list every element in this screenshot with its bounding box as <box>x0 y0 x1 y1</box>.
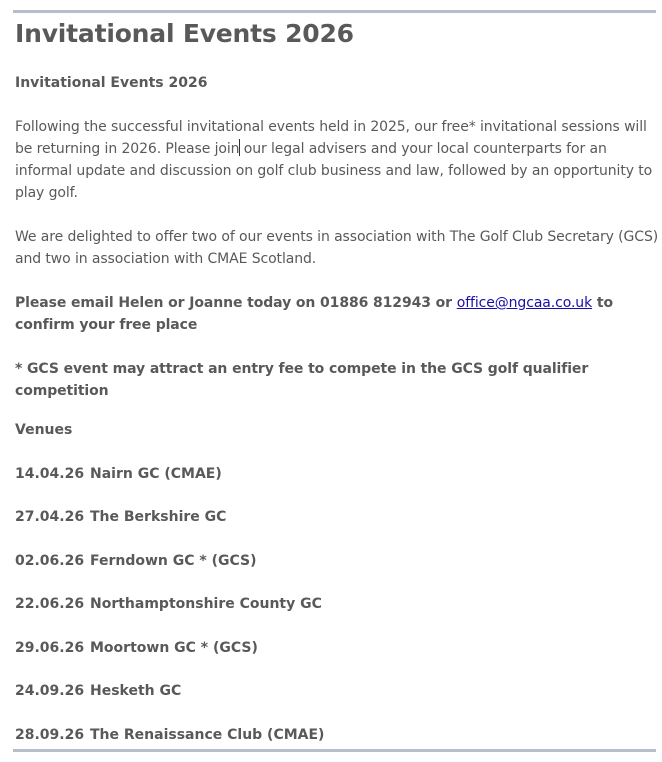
venue-list <box>15 463 660 746</box>
partners-paragraph[interactable]: We are delighted to offer two of our events in association with The Golf Club Secretary (GCS) and two in association with CMAE Scotland. <box>15 229 659 267</box>
page-title: Invitational Events 2026 <box>15 19 354 48</box>
venue-name: Moortown GC * (GCS) <box>90 639 258 656</box>
venue-date: 28.09.26 <box>15 726 85 743</box>
venue-item[interactable] <box>15 463 660 485</box>
venue-name: The Renaissance Club (CMAE) <box>90 726 325 743</box>
venue-name: Ferndown GC * (GCS) <box>90 552 257 569</box>
bottom-divider <box>13 749 656 752</box>
venue-item[interactable] <box>15 593 660 615</box>
document-body <box>15 16 660 746</box>
venue-item[interactable] <box>15 680 660 702</box>
contact-paragraph[interactable] <box>15 292 660 336</box>
venue-item[interactable] <box>15 550 660 572</box>
intro-text-start: Following the successful invitational events held in 2025, our free* invitational sessions will be returning in 2026. Please join <box>15 119 647 157</box>
venue-item[interactable] <box>15 637 660 659</box>
section-subtitle: Invitational Events 2026 <box>15 75 208 91</box>
venue-name: Nairn GC (CMAE) <box>90 465 222 482</box>
venues-heading: Venues <box>15 422 73 438</box>
footnote[interactable]: * GCS event may attract an entry fee to compete in the GCS golf qualifier competition <box>15 361 589 399</box>
contact-suffix: to confirm your free place <box>15 295 613 333</box>
venue-name: Hesketh GC <box>90 683 182 699</box>
venue-date: 14.04.26 <box>15 465 85 482</box>
venue-name: The Berkshire GC <box>90 509 227 525</box>
contact-prefix: Please email Helen or Joanne today on 01886 812943 or <box>15 295 457 311</box>
venue-date: 22.06.26 <box>15 596 85 612</box>
venue-date: 24.09.26 <box>15 683 85 699</box>
venue-date: 29.06.26 <box>15 639 85 656</box>
top-divider <box>13 10 656 13</box>
venue-date: 27.04.26 <box>15 509 85 525</box>
intro-text-end: our legal advisers and your local counterparts for an informal update and discussion on golf club business and law, followed by an opportunity to play golf. <box>15 141 653 201</box>
venue-item[interactable] <box>15 724 660 746</box>
venue-name: Northamptonshire County GC <box>90 596 322 612</box>
venue-item[interactable] <box>15 506 660 528</box>
email-link[interactable]: office@ngcaa.co.uk <box>456 295 593 311</box>
intro-paragraph[interactable] <box>15 116 660 204</box>
venue-date: 02.06.26 <box>15 552 85 569</box>
